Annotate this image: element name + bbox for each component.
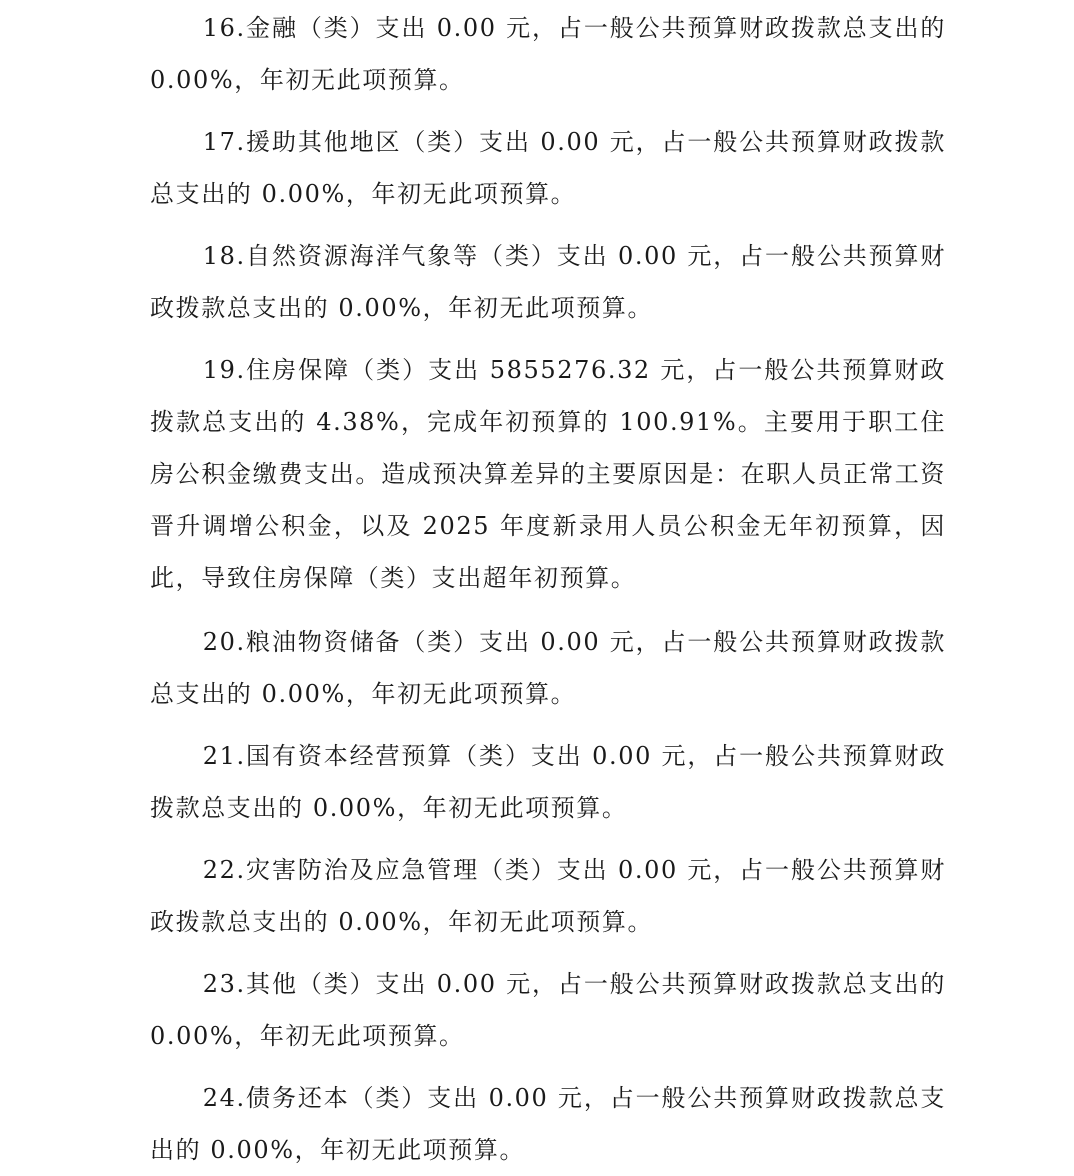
paragraph-24-debt-principal: 24.债务还本（类）支出 0.00 元，占一般公共预算财政拨款总支出的 0.00%，年初无此项预算。 xyxy=(150,1084,946,1164)
paragraph-23-other: 23.其他（类）支出 0.00 元，占一般公共预算财政拨款总支出的 0.00%，年初无此项预算。 xyxy=(150,970,946,1050)
paragraph-18-natural-resources: 18.自然资源海洋气象等（类）支出 0.00 元，占一般公共预算财政拨款总支出的 0.00%，年初无此项预算。 xyxy=(150,242,946,322)
paragraph-21-state-capital: 21.国有资本经营预算（类）支出 0.00 元，占一般公共预算财政拨款总支出的 0.00%，年初无此项预算。 xyxy=(150,742,946,822)
paragraph-16-finance: 16.金融（类）支出 0.00 元，占一般公共预算财政拨款总支出的 0.00%，年初无此项预算。 xyxy=(150,14,946,94)
paragraph-19-housing-security: 19.住房保障（类）支出 5855276.32 元，占一般公共预算财政拨款总支出的 4.38%，完成年初预算的 100.91%。主要用于职工住房公积金缴费支出。造成预决算差异的主要原因是：在职人员正常工资晋升调增公积金，以及 2025 年度新录用人员公积金无年初预算，因此，导致住房保障（类）支出超年初预算。 xyxy=(150,356,946,592)
paragraph-22-disaster-prevention: 22.灾害防治及应急管理（类）支出 0.00 元，占一般公共预算财政拨款总支出的 0.00%，年初无此项预算。 xyxy=(150,856,946,936)
paragraph-17-aid-other-regions: 17.援助其他地区（类）支出 0.00 元，占一般公共预算财政拨款总支出的 0.00%，年初无此项预算。 xyxy=(150,128,946,208)
paragraph-20-grain-reserves: 20.粮油物资储备（类）支出 0.00 元，占一般公共预算财政拨款总支出的 0.00%，年初无此项预算。 xyxy=(150,628,946,708)
